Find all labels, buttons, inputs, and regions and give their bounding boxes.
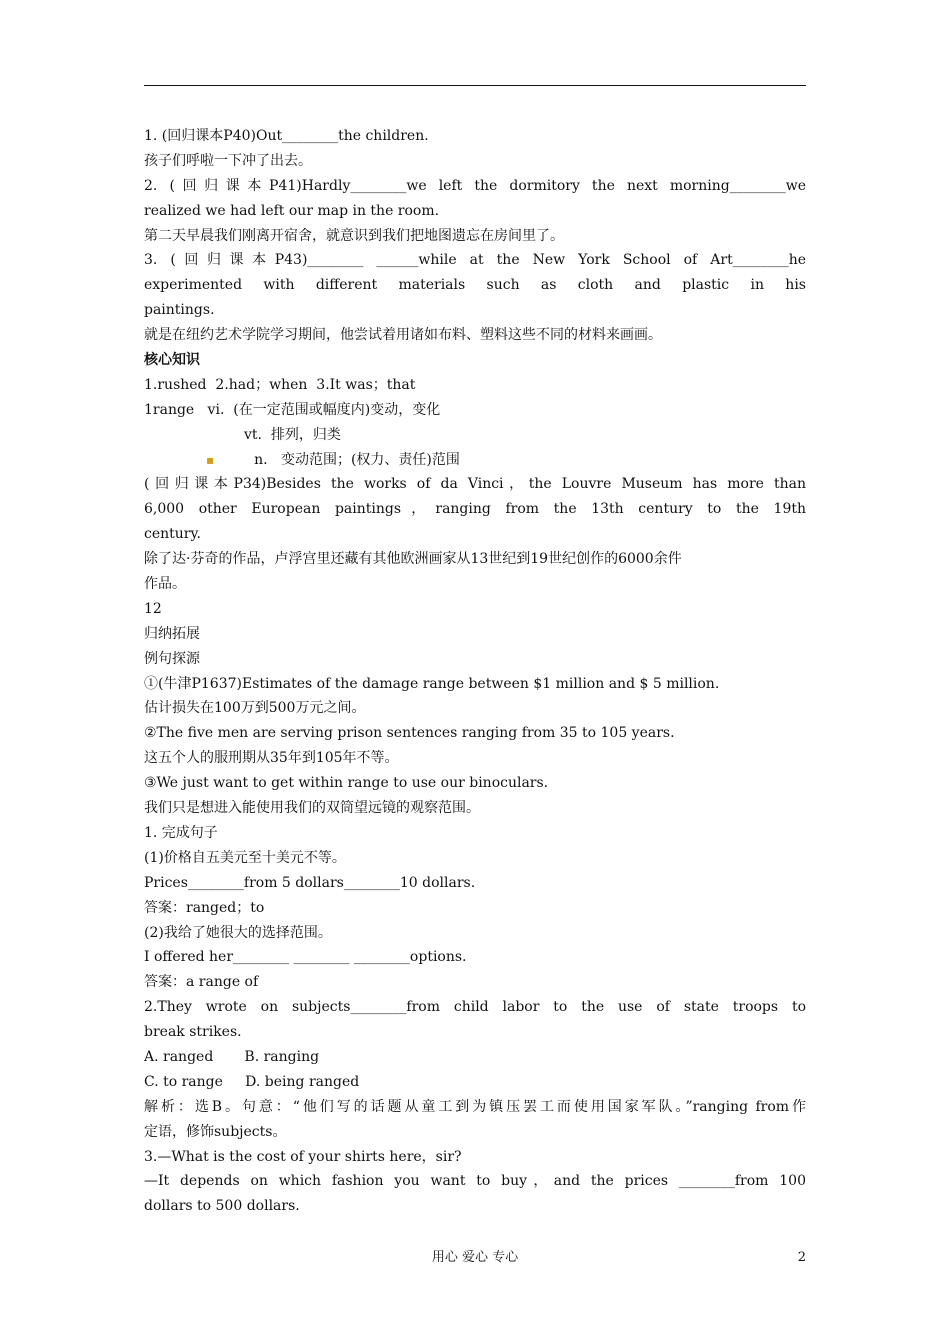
text-line: 2.They wrote on subjects________from child labor to the use of state troops to: [144, 999, 806, 1016]
text-line: 1. 完成句子: [144, 824, 218, 841]
text-line: 答案：a range of: [144, 974, 259, 991]
text-line: 就是在纽约艺术学院学习期间，他尝试着用诸如布料、塑料这些不同的材料来画画。: [144, 327, 662, 344]
bullet-marker: ▪: [206, 452, 215, 467]
text-line: 答案：ranged；to: [144, 899, 265, 916]
text-line: 1range vi. (在一定范围或幅度内)变动，变化: [144, 401, 441, 418]
text-line: ①(牛津P1637)Estimates of the damage range between $1 million and $ 5 million.: [144, 675, 720, 692]
text-line: (回归课本P34)Besides the works of da Vinci，the Louvre Museum has more than: [144, 476, 806, 493]
page-number: 2: [797, 1250, 806, 1265]
text-line: 这五个人的服刑期从35年到105年不等。: [144, 750, 399, 767]
text-line: 例句探源: [144, 650, 200, 667]
text-line: Prices________from 5 dollars________10 dollars.: [144, 874, 476, 891]
text-line: ③We just want to get within range to use our binoculars.: [144, 775, 549, 792]
text-line: 3.—What is the cost of your shirts here，sir?: [144, 1148, 462, 1165]
text-line: 我们只是想进入能使用我们的双筒望远镜的观察范围。: [144, 800, 480, 817]
text-line: 3. (回归课本P43)________ ______while at the New York School of Art________he: [144, 252, 806, 269]
text-line: 孩子们呼啦一下冲了出去。: [144, 152, 312, 169]
text-line: vt. 排列，归类: [244, 426, 341, 443]
text-line: (1)价格自五美元至十美元不等。: [144, 849, 346, 866]
text-line: paintings.: [144, 302, 215, 319]
text-line: n. 变动范围；(权力、责任)范围: [254, 451, 460, 468]
text-line: 定语，修饰subjects。: [144, 1123, 287, 1140]
document-body: [144, 124, 806, 1219]
text-line: 估计损失在100万到500万元之间。: [144, 700, 366, 717]
text-line: break strikes.: [144, 1024, 242, 1041]
text-line: 12: [144, 600, 162, 617]
text-line: experimented with different materials such as cloth and plastic in his: [144, 277, 806, 294]
text-line: 除了达·芬奇的作品，卢浮宫里还藏有其他欧洲画家从13世纪到19世纪创作的6000余件: [144, 551, 682, 568]
text-line: A. ranged B. ranging: [144, 1048, 320, 1065]
text-line: ②The five men are serving prison sentences ranging from 35 to 105 years.: [144, 725, 675, 742]
header-rule: [144, 85, 806, 86]
text-line: —It depends on which fashion you want to buy，and the prices ________from 100: [144, 1173, 806, 1190]
text-line: 1. (回归课本P40)Out________the children.: [144, 128, 429, 144]
text-line: 解析：选B。句意：“他们写的话题从童工到为镇压罢工而使用国家军队。”ranging from作: [144, 1098, 806, 1115]
text-line: 1.rushed 2.had；when 3.It was；that: [144, 376, 416, 393]
text-line: 作品。: [144, 576, 186, 593]
text-line: (2)我给了她很大的选择范围。: [144, 924, 332, 941]
text-line-with-marker: [144, 448, 806, 473]
text-line: 归纳拓展: [144, 625, 200, 642]
section-heading: 核心知识: [144, 352, 200, 369]
text-line: century.: [144, 526, 201, 543]
text-line: 6,000 other European paintings，ranging from the 13th century to the 19th: [144, 501, 806, 518]
text-line: realized we had left our map in the room.: [144, 202, 440, 219]
footer-slogan: 用心 爱心 专心: [431, 1250, 519, 1265]
text-line: 2. (回归课本P41)Hardly________we left the dormitory the next morning________we: [144, 177, 806, 194]
text-line: C. to range D. being ranged: [144, 1073, 360, 1090]
text-line: 第二天早晨我们刚离开宿舍，就意识到我们把地图遗忘在房间里了。: [144, 227, 564, 244]
text-line: dollars to 500 dollars.: [144, 1198, 300, 1215]
text-line: I offered her________ ________ ________options.: [144, 949, 467, 966]
